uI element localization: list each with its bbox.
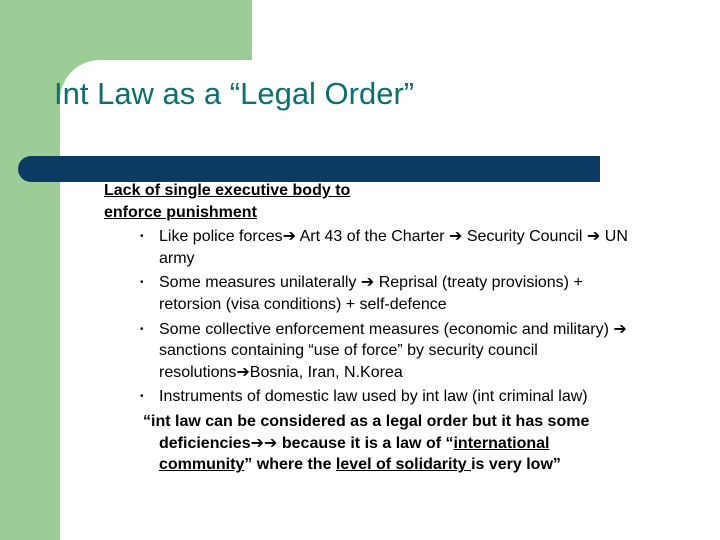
text-run: Bosnia, Iran, N.Korea [249,363,403,381]
underlined-text: international community [159,434,550,474]
text-run: Like police forces [159,228,283,246]
text-run: sanctions containing “use of force” by security council resolutions [159,342,538,381]
text-run: Reprisal (treaty provisions) + retorsion (visa conditions) + self-defence [159,274,583,313]
underlined-text: level of solidarity [335,456,472,474]
text-run: “int law can be considered as a legal order but it has some deficiencies [143,412,590,452]
bullet-item [104,226,644,269]
bullet-dot-icon: • [140,231,144,243]
bullet-dot-icon: • [140,391,144,403]
bullet-item [104,319,644,384]
text-run: Art 43 of the Charter [296,228,449,246]
text-run: Some measures unilaterally [159,274,361,292]
text-run: Instruments of domestic law used by int law (int criminal law) [159,388,588,406]
arrow-right-icon: ➔ [236,363,250,381]
text-run: UN army [159,228,628,267]
bullet-list [104,226,644,408]
section-heading: Lack of single executive body to enforce punishment [104,182,351,221]
title-underline-bar [18,156,600,182]
arrow-right-icon: ➔ [282,228,297,246]
bullet-dot-icon: • [140,277,144,289]
quote-text [104,411,644,476]
bullet-dot-icon: • [140,323,144,335]
arrow-right-icon: ➔ [586,228,601,246]
text-run: Some collective enforcement measures (economic and military) [159,320,614,338]
arrow-right-icon: ➔➔ [250,434,278,452]
bullet-item [104,386,644,408]
text-run: Security Council [462,228,587,246]
text-run: ” where the [244,456,336,474]
arrow-right-icon: ➔ [360,274,375,292]
slide-content [104,180,644,476]
text-run: is very low” [471,456,561,474]
arrow-right-icon: ➔ [613,320,627,338]
slide-title: Int Law as a “Legal Order” [54,76,415,111]
bullet-item [104,272,644,315]
arrow-right-icon: ➔ [449,228,463,246]
text-run: because it is a law of “ [277,434,454,452]
